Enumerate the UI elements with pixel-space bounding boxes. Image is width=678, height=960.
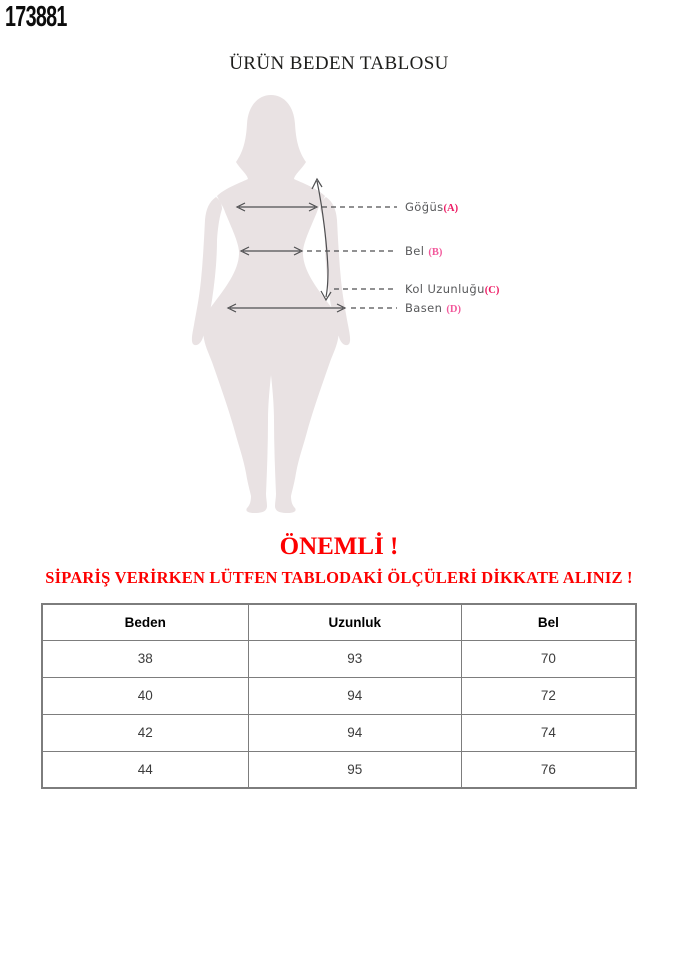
product-code: 173881 [5, 1, 67, 33]
cell-uzunluk: 93 [248, 640, 461, 677]
size-table-header-row [42, 604, 636, 640]
measurement-label-text: Bel [405, 244, 429, 258]
measurement-label-text: Göğüs [405, 200, 444, 214]
cell-uzunluk: 94 [248, 677, 461, 714]
column-header-uzunluk: Uzunluk [248, 604, 461, 640]
cell-bel: 70 [461, 640, 636, 677]
cell-beden: 40 [42, 677, 248, 714]
measurement-label-basen [405, 301, 461, 317]
silhouette-body [203, 95, 339, 513]
column-header-bel: Bel [461, 604, 636, 640]
measurement-label-gogus [405, 200, 458, 216]
table-row [42, 640, 636, 677]
table-row [42, 677, 636, 714]
important-subheading: SİPARİŞ VERİRKEN LÜTFEN TABLODAKİ ÖLÇÜLERİ DİKKATE ALINIZ ! [45, 568, 633, 587]
callout-dashed-lines [307, 207, 397, 308]
column-header-beden: Beden [42, 604, 248, 640]
cell-bel: 74 [461, 714, 636, 751]
measurement-code-d: (D) [446, 304, 461, 315]
cell-bel: 72 [461, 677, 636, 714]
body-silhouette-figure [0, 85, 678, 520]
cell-beden: 42 [42, 714, 248, 751]
measurement-code-a: (A) [443, 203, 459, 214]
cell-beden: 44 [42, 751, 248, 788]
measurement-label-text: Basen [405, 301, 447, 315]
cell-uzunluk: 94 [248, 714, 461, 751]
cell-beden: 38 [42, 640, 248, 677]
table-row [42, 714, 636, 751]
measurement-label-bel [405, 244, 442, 260]
cell-bel: 76 [461, 751, 636, 788]
page-title: ÜRÜN BEDEN TABLOSU [229, 53, 449, 74]
cell-uzunluk: 95 [248, 751, 461, 788]
measurement-code-b: (B) [428, 247, 443, 258]
size-table [41, 603, 637, 789]
measurement-code-c: (C) [484, 285, 500, 296]
important-heading: ÖNEMLİ ! [279, 533, 399, 560]
measurement-label-kol-uzunlugu [405, 282, 499, 298]
table-row [42, 751, 636, 788]
measurement-label-text: Kol Uzunluğu [405, 282, 485, 296]
